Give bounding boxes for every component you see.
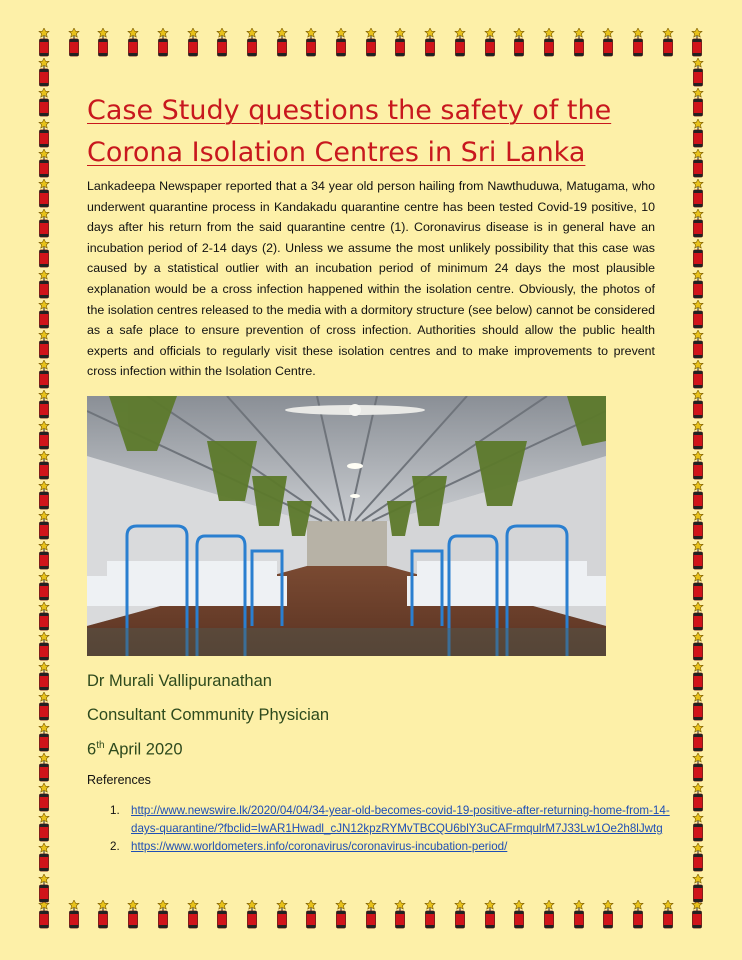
firecracker-icon (36, 330, 52, 360)
firecracker-icon (303, 900, 319, 930)
firecracker-icon (36, 149, 52, 179)
firecracker-icon (600, 28, 616, 58)
firecracker-icon (630, 28, 646, 58)
firecracker-icon (690, 300, 706, 330)
firecracker-icon (36, 239, 52, 269)
firecracker-icon (36, 813, 52, 843)
firecracker-icon (690, 783, 706, 813)
firecracker-icon (36, 783, 52, 813)
reference-link[interactable]: http://www.newswire.lk/2020/04/04/34-year-old-becomes-covid-19-positive-after-returning-home-from-14-days-quarantine/?fbclid=IwAR1Hwadl_cJN12kpzRYMvTBCQU6blY3uCAFrmqulrM7J33Lw1Oe2h8lJwtg (131, 804, 670, 835)
firecracker-icon (185, 900, 201, 930)
firecracker-icon (333, 900, 349, 930)
article-headline: Case Study questions the safety of the Corona Isolation Centres in Sri Lanka (87, 95, 612, 168)
firecracker-icon (482, 28, 498, 58)
firecracker-icon (690, 239, 706, 269)
firecracker-icon (36, 300, 52, 330)
firecracker-icon (690, 88, 706, 118)
firecracker-icon (214, 28, 230, 58)
author-title: Consultant Community Physician (87, 706, 330, 724)
firecracker-icon (36, 900, 52, 930)
firecracker-icon (571, 900, 587, 930)
reference-number: 1. (110, 804, 120, 817)
firecracker-icon (660, 900, 676, 930)
firecracker-icon (511, 28, 527, 58)
firecracker-icon (690, 390, 706, 420)
firecracker-icon (36, 390, 52, 420)
firecracker-icon (690, 421, 706, 451)
firecracker-icon (660, 28, 676, 58)
firecracker-icon (66, 28, 82, 58)
firecracker-icon (690, 813, 706, 843)
firecracker-icon (541, 28, 557, 58)
firecracker-icon (274, 28, 290, 58)
firecracker-icon (303, 28, 319, 58)
reference-item (110, 802, 670, 838)
firecracker-icon (36, 451, 52, 481)
firecracker-icon (690, 723, 706, 753)
firecracker-icon (690, 602, 706, 632)
reference-number: 2. (110, 840, 120, 853)
dormitory-photo-illustration (87, 396, 606, 656)
firecracker-icon (36, 843, 52, 873)
firecracker-icon (690, 541, 706, 571)
firecracker-icon (66, 900, 82, 930)
firecracker-icon (95, 900, 111, 930)
firecracker-icon (690, 753, 706, 783)
firecracker-icon (511, 900, 527, 930)
firecracker-icon (36, 119, 52, 149)
firecracker-icon (690, 481, 706, 511)
firecracker-icon (36, 662, 52, 692)
firecracker-icon (36, 753, 52, 783)
firecracker-icon (244, 900, 260, 930)
firecracker-icon (363, 28, 379, 58)
references-heading: References (87, 773, 151, 787)
firecracker-icon (541, 900, 557, 930)
firecracker-icon (452, 900, 468, 930)
firecracker-icon (333, 28, 349, 58)
firecracker-icon (36, 179, 52, 209)
firecracker-icon (125, 900, 141, 930)
firecracker-icon (36, 541, 52, 571)
firecracker-icon (689, 28, 705, 58)
firecracker-icon (95, 28, 111, 58)
firecracker-icon (363, 900, 379, 930)
firecracker-icon (690, 843, 706, 873)
article-body: Lankadeepa Newspaper reported that a 34 year old person hailing from Nawthuduwa, Matugama, who underwent quarantine process in Kandakadu quarantine centre has been tested Covid-19 positive, 10 days after his return from the said quarantine centre (1). Coronavirus disease is in general have an incubation period of 2-14 days (2). Unless we assume the most unlikely possibility that this case was caused by a statistical outlier with an incubation period of minimum 24 days the most plausible explanation would be a cross infection happened within the isolation centre. Obviously, the photos of the isolation centres released to the media with a dormitory structure (see below) cannot be considered as a safe place to ensure prevention of cross infection. Authorities should allow the public health experts and officials to regularly visit these isolation centres and to make improvements to prevent cross infection within the Isolation Centre. (87, 179, 655, 379)
references-list (110, 802, 670, 856)
firecracker-icon (36, 602, 52, 632)
firecracker-icon (36, 874, 52, 904)
publish-date (87, 740, 183, 760)
firecracker-icon (125, 28, 141, 58)
firecracker-icon (36, 511, 52, 541)
firecracker-icon (690, 360, 706, 390)
firecracker-icon (571, 28, 587, 58)
firecracker-icon (690, 632, 706, 662)
firecracker-icon (36, 481, 52, 511)
firecracker-icon (689, 900, 705, 930)
firecracker-icon (36, 632, 52, 662)
reference-item (110, 838, 670, 856)
firecracker-icon (690, 511, 706, 541)
firecracker-icon (36, 572, 52, 602)
firecracker-icon (155, 28, 171, 58)
firecracker-icon (690, 451, 706, 481)
firecracker-icon (36, 723, 52, 753)
firecracker-icon (690, 58, 706, 88)
firecracker-icon (630, 900, 646, 930)
firecracker-icon (600, 900, 616, 930)
firecracker-icon (392, 28, 408, 58)
firecracker-icon (690, 874, 706, 904)
firecracker-icon (422, 900, 438, 930)
date-day: 6 (87, 740, 97, 759)
reference-link[interactable]: https://www.worldometers.info/coronavirus/coronavirus-incubation-period/ (131, 840, 508, 853)
firecracker-icon (36, 209, 52, 239)
firecracker-icon (36, 421, 52, 451)
firecracker-icon (482, 900, 498, 930)
firecracker-icon (155, 900, 171, 930)
firecracker-icon (36, 270, 52, 300)
date-month-year: April 2020 (104, 740, 183, 759)
firecracker-icon (36, 88, 52, 118)
firecracker-icon (36, 58, 52, 88)
firecracker-icon (244, 28, 260, 58)
firecracker-icon (690, 330, 706, 360)
firecracker-icon (690, 119, 706, 149)
firecracker-icon (185, 28, 201, 58)
firecracker-icon (690, 692, 706, 722)
firecracker-icon (392, 900, 408, 930)
author-name: Dr Murali Vallipuranathan (87, 672, 272, 690)
firecracker-icon (36, 28, 52, 58)
date-suffix: th (96, 740, 105, 751)
firecracker-icon (690, 149, 706, 179)
isolation-centre-photo (87, 396, 606, 656)
firecracker-icon (690, 572, 706, 602)
firecracker-icon (690, 270, 706, 300)
firecracker-icon (422, 28, 438, 58)
firecracker-icon (690, 209, 706, 239)
firecracker-icon (214, 900, 230, 930)
firecracker-icon (36, 360, 52, 390)
firecracker-icon (690, 179, 706, 209)
firecracker-icon (274, 900, 290, 930)
firecracker-icon (36, 692, 52, 722)
firecracker-icon (690, 662, 706, 692)
firecracker-icon (452, 28, 468, 58)
